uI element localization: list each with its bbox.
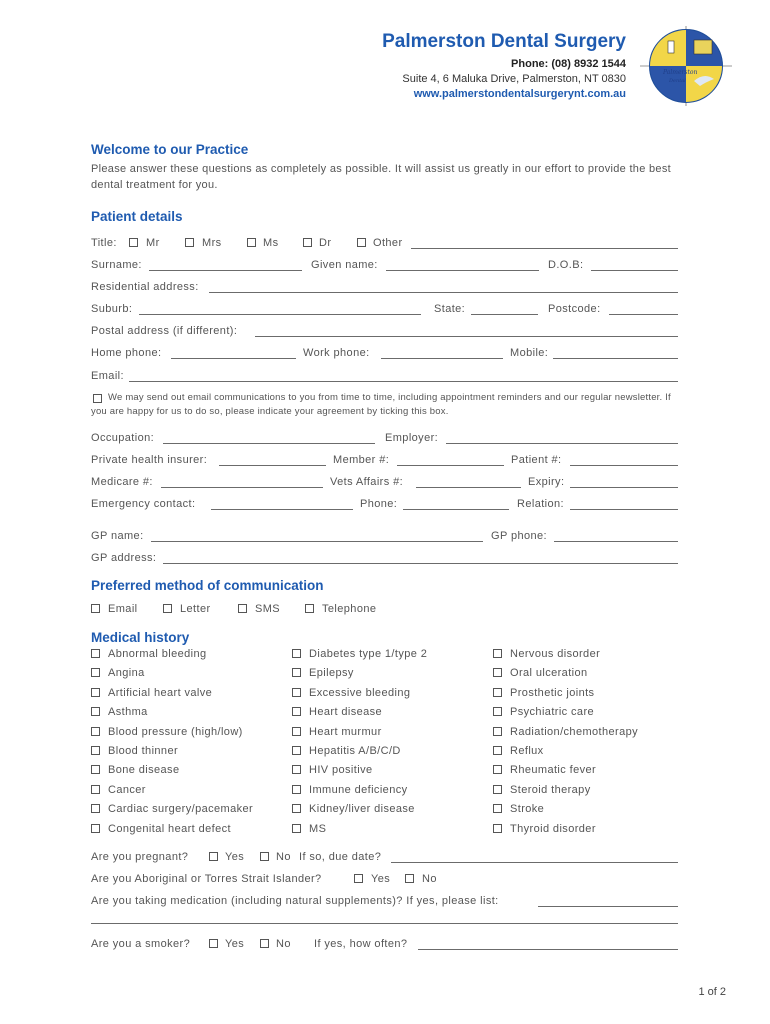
medicare-field[interactable]: [161, 487, 323, 488]
practice-phone: Phone: (08) 8932 1544: [511, 58, 626, 70]
smoker-no-label: No: [276, 938, 291, 950]
insurer-row: [91, 453, 678, 469]
medical-checkbox[interactable]: [493, 746, 502, 755]
smoker-label: Are you a smoker?: [91, 938, 191, 950]
dob-field[interactable]: [591, 270, 678, 271]
title-other-checkbox[interactable]: [357, 238, 366, 247]
medical-checkbox[interactable]: [493, 765, 502, 774]
gp-name-label: GP name:: [91, 530, 144, 542]
gp-address-label: GP address:: [91, 552, 157, 564]
medication-field[interactable]: [538, 906, 678, 907]
medical-checkbox[interactable]: [493, 649, 502, 658]
pregnant-no-label: No: [276, 851, 291, 863]
practice-logo: [640, 26, 732, 106]
email-field[interactable]: [129, 381, 678, 382]
relation-field[interactable]: [570, 509, 678, 510]
medical-label: Heart murmur: [309, 725, 382, 738]
member-label: Member #:: [333, 454, 390, 466]
medical-checkbox[interactable]: [91, 785, 100, 794]
patient-details-title: Patient details: [91, 209, 183, 224]
emergency-field[interactable]: [211, 509, 353, 510]
gp-phone-field[interactable]: [554, 541, 678, 542]
medication-row: [91, 894, 678, 910]
medical-checkbox[interactable]: [292, 668, 301, 677]
practice-website[interactable]: www.palmerstondentalsurgerynt.com.au: [413, 88, 626, 100]
medication-field-line-2[interactable]: [91, 923, 678, 924]
aboriginal-no-label: No: [422, 873, 437, 885]
occupation-label: Occupation:: [91, 432, 155, 444]
due-date-label: If so, due date?: [299, 851, 382, 863]
medical-label: Immune deficiency: [309, 783, 408, 796]
title-other-field[interactable]: [411, 248, 678, 249]
medical-checkbox[interactable]: [493, 707, 502, 716]
vets-affairs-field[interactable]: [416, 487, 521, 488]
page-header: [0, 0, 770, 110]
email-row: [91, 369, 678, 385]
medical-checkbox[interactable]: [91, 765, 100, 774]
given-name-label: Given name:: [311, 259, 378, 271]
expiry-field[interactable]: [570, 487, 678, 488]
medical-label: Thyroid disorder: [510, 822, 596, 835]
medical-label: Rheumatic fever: [510, 764, 597, 777]
medical-label: MS: [309, 822, 327, 835]
smoking-frequency-label: If yes, how often?: [314, 938, 408, 950]
suburb-label: Suburb:: [91, 303, 133, 315]
gp-address-field[interactable]: [163, 563, 678, 564]
occupation-row: [91, 431, 678, 447]
medical-label: Blood thinner: [108, 744, 179, 757]
medical-label: Reflux: [510, 744, 544, 757]
health-insurer-label: Private health insurer:: [91, 454, 208, 466]
medical-label: Diabetes type 1/type 2: [309, 648, 428, 660]
medical-label: Oral ulceration: [510, 667, 588, 680]
email-label: Email:: [91, 370, 124, 382]
gp-row: [91, 529, 678, 545]
pregnant-row: [91, 850, 678, 866]
patient-no-field[interactable]: [570, 465, 678, 466]
home-phone-label: Home phone:: [91, 347, 162, 359]
medical-checkbox[interactable]: [292, 727, 301, 736]
residential-row: [91, 280, 678, 296]
title-other-label: Other: [373, 237, 403, 249]
phones-row: [91, 346, 678, 362]
suburb-row: [91, 302, 678, 318]
comm-sms-label: SMS: [255, 603, 281, 615]
work-phone-field[interactable]: [381, 358, 503, 359]
medical-checkbox[interactable]: [292, 707, 301, 716]
emergency-phone-field[interactable]: [403, 509, 509, 510]
medical-checkbox[interactable]: [292, 824, 301, 833]
medical-checkbox[interactable]: [493, 785, 502, 794]
welcome-text: Please answer these questions as completely as possible. It will assist us greatly in our effort to provide the best dental treatment for you.: [91, 163, 671, 191]
medical-label: Artificial heart valve: [108, 686, 213, 699]
suburb-field[interactable]: [139, 314, 421, 315]
medical-checkbox[interactable]: [292, 765, 301, 774]
medical-checkbox[interactable]: [91, 668, 100, 677]
postcode-field[interactable]: [609, 314, 678, 315]
aboriginal-yes-label: Yes: [371, 873, 391, 885]
medical-checkbox[interactable]: [292, 649, 301, 658]
residential-label: Residential address:: [91, 281, 199, 293]
comm-sms-checkbox[interactable]: [238, 604, 247, 613]
title-row: [91, 236, 678, 252]
medical-label: Heart disease: [309, 706, 383, 719]
postal-field[interactable]: [255, 336, 678, 337]
medical-checkbox[interactable]: [292, 785, 301, 794]
medical-label: Asthma: [108, 706, 148, 719]
medical-checkbox[interactable]: [91, 649, 100, 658]
medical-label: Blood pressure (high/low): [108, 725, 243, 738]
medication-label: Are you taking medication (including natural supplements)? If yes, please list:: [91, 895, 499, 907]
medical-label: Hepatitis A/B/C/D: [309, 744, 401, 757]
home-phone-field[interactable]: [171, 358, 296, 359]
comm-letter-label: Letter: [180, 603, 211, 615]
smoker-yes-label: Yes: [225, 938, 245, 950]
medical-checkbox[interactable]: [91, 824, 100, 833]
pregnant-yes-checkbox[interactable]: [209, 852, 218, 861]
gp-phone-label: GP phone:: [491, 530, 547, 542]
medical-label: Angina: [108, 667, 145, 680]
medical-label: Prosthetic joints: [510, 686, 595, 699]
postcode-label: Postcode:: [548, 303, 601, 315]
occupation-field[interactable]: [163, 443, 375, 444]
member-field[interactable]: [397, 465, 504, 466]
medical-label: Steroid therapy: [510, 783, 591, 796]
svg-text:Dental: Dental: [669, 78, 686, 84]
practice-name: Palmerston Dental Surgery: [382, 31, 626, 52]
dob-label: D.O.B:: [548, 259, 584, 271]
communication-options: [91, 602, 678, 618]
name-row: [91, 258, 678, 274]
comm-telephone-checkbox[interactable]: [305, 604, 314, 613]
medical-label: Excessive bleeding: [309, 686, 411, 699]
title-mrs-checkbox[interactable]: [185, 238, 194, 247]
medical-checkbox[interactable]: [292, 804, 301, 813]
expiry-label: Expiry:: [528, 476, 565, 488]
employer-label: Employer:: [385, 432, 439, 444]
medical-checkbox[interactable]: [91, 688, 100, 697]
postal-label: Postal address (if different):: [91, 325, 238, 337]
pregnant-label: Are you pregnant?: [91, 851, 189, 863]
employer-field[interactable]: [446, 443, 678, 444]
pregnant-no-checkbox[interactable]: [260, 852, 269, 861]
medical-label: HIV positive: [309, 764, 373, 777]
medical-checkbox[interactable]: [493, 727, 502, 736]
medical-checkbox[interactable]: [493, 804, 502, 813]
medical-label: Epilepsy: [309, 667, 354, 680]
residential-field[interactable]: [209, 292, 678, 293]
comm-telephone-label: Telephone: [322, 603, 377, 615]
title-ms-checkbox[interactable]: [247, 238, 256, 247]
surname-label: Surname:: [91, 259, 142, 271]
medical-label: Kidney/liver disease: [309, 803, 415, 816]
due-date-field[interactable]: [391, 862, 678, 863]
medical-label: Stroke: [510, 803, 545, 816]
medical-checkbox[interactable]: [292, 746, 301, 755]
medicare-label: Medicare #:: [91, 476, 153, 488]
aboriginal-no-checkbox[interactable]: [405, 874, 414, 883]
mobile-field[interactable]: [553, 358, 678, 359]
emergency-row: [91, 497, 678, 513]
email-consent-text: We may send out email communications to you from time to time, including appointment reminders and our regular newsletter. If you are happy for us to do so, please indicate your agreement by ticking this box.: [91, 392, 671, 417]
practice-address: Suite 4, 6 Maluka Drive, Palmerston, NT 0830: [402, 73, 626, 85]
relation-label: Relation:: [517, 498, 565, 510]
comm-letter-checkbox[interactable]: [163, 604, 172, 613]
title-mr-checkbox[interactable]: [129, 238, 138, 247]
medical-checkbox[interactable]: [493, 688, 502, 697]
work-phone-label: Work phone:: [303, 347, 370, 359]
given-name-field[interactable]: [386, 270, 539, 271]
medical-checkbox[interactable]: [91, 804, 100, 813]
aboriginal-label: Are you Aboriginal or Torres Strait Islander?: [91, 873, 322, 885]
medical-history-title: Medical history: [91, 630, 190, 645]
welcome-title: Welcome to our Practice: [91, 142, 249, 157]
postal-row: [91, 324, 678, 340]
surname-field[interactable]: [149, 270, 302, 271]
emergency-label: Emergency contact:: [91, 498, 196, 510]
pregnant-yes-label: Yes: [225, 851, 245, 863]
smoking-frequency-field[interactable]: [418, 949, 678, 950]
aboriginal-yes-checkbox[interactable]: [354, 874, 363, 883]
state-field[interactable]: [471, 314, 538, 315]
title-dr-checkbox[interactable]: [303, 238, 312, 247]
medical-checkbox[interactable]: [493, 824, 502, 833]
medical-label: Abnormal bleeding: [108, 648, 207, 660]
title-mr-label: Mr: [146, 237, 160, 249]
mobile-label: Mobile:: [510, 347, 549, 359]
smoker-no-checkbox[interactable]: [260, 939, 269, 948]
state-label: State:: [434, 303, 466, 315]
gp-address-row: [91, 551, 678, 567]
medical-checkbox[interactable]: [91, 727, 100, 736]
communication-title: Preferred method of communication: [91, 578, 324, 593]
comm-email-label: Email: [108, 603, 138, 615]
medical-label: Nervous disorder: [510, 648, 601, 660]
page-number: 1 of 2: [698, 986, 726, 998]
health-insurer-field[interactable]: [219, 465, 326, 466]
title-dr-label: Dr: [319, 237, 332, 249]
medical-label: Bone disease: [108, 764, 180, 777]
aboriginal-row: [91, 872, 678, 888]
comm-email-checkbox[interactable]: [91, 604, 100, 613]
title-ms-label: Ms: [263, 237, 279, 249]
medical-label: Cancer: [108, 783, 146, 796]
title-mrs-label: Mrs: [202, 237, 222, 249]
medical-checkbox[interactable]: [91, 707, 100, 716]
svg-text:Palmerston: Palmerston: [663, 69, 698, 76]
title-label: Title:: [91, 237, 117, 249]
smoker-yes-checkbox[interactable]: [209, 939, 218, 948]
medical-checkbox[interactable]: [91, 746, 100, 755]
medical-label: Radiation/chemotherapy: [510, 725, 639, 738]
emergency-phone-label: Phone:: [360, 498, 398, 510]
vets-affairs-label: Vets Affairs #:: [330, 476, 404, 488]
medical-checkbox[interactable]: [292, 688, 301, 697]
medical-label: Psychiatric care: [510, 706, 595, 719]
patient-no-label: Patient #:: [511, 454, 562, 466]
medical-label: Cardiac surgery/pacemaker: [108, 803, 254, 816]
medicare-row: [91, 475, 678, 491]
smoker-row: [91, 937, 678, 953]
medical-label: Congenital heart defect: [108, 822, 231, 835]
gp-name-field[interactable]: [151, 541, 483, 542]
medical-checkbox[interactable]: [493, 668, 502, 677]
